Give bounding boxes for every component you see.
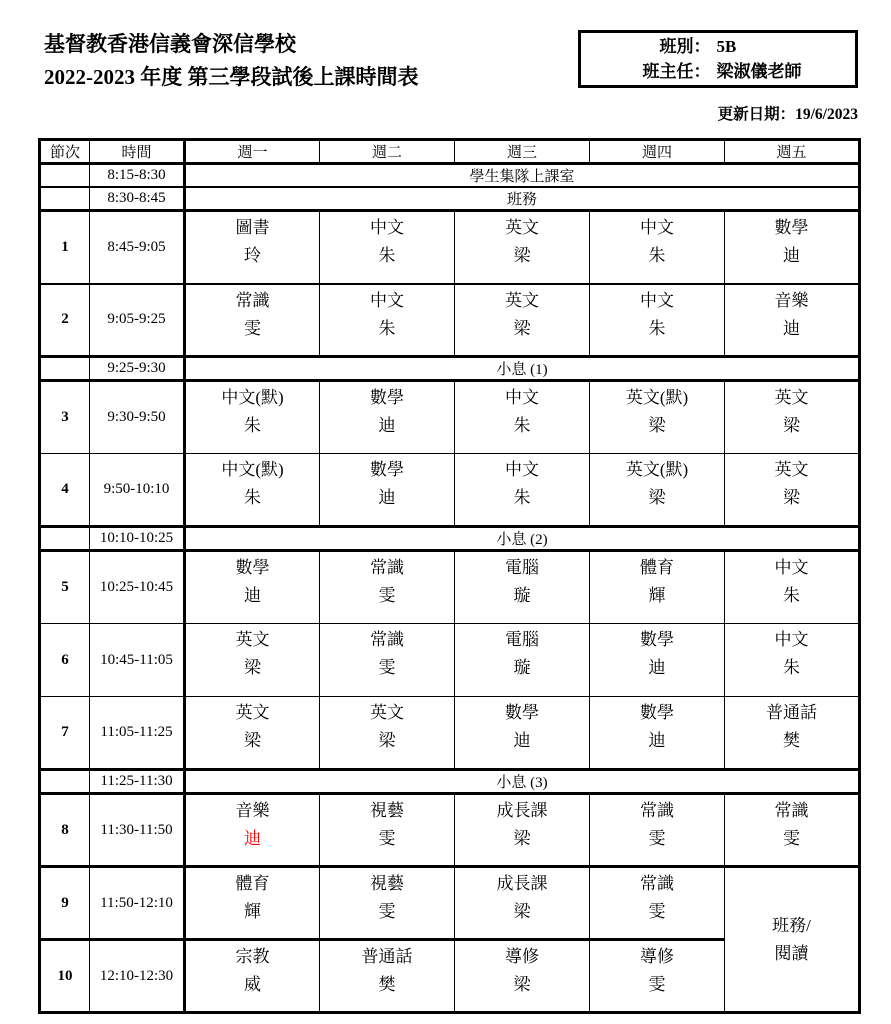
lesson-cell-day3 [455,867,590,940]
lesson-cell-day1 [185,624,320,697]
subject-label: 數學 [640,703,674,722]
teacher-label: 朱 [244,488,261,507]
period-number: 6 [40,624,90,697]
teacher-label: 迪 [648,731,666,750]
subject-label: 中文 [370,290,404,310]
timetable [38,138,861,1014]
teacher-label: 迪 [783,246,800,265]
subject-label: 體育 [640,558,674,577]
lesson-cell-day1 [185,284,320,357]
subject-label: 成長課 [496,801,548,820]
activity-label: 學生集隊上課室 [185,164,860,188]
class-label: 班別： [659,37,711,56]
lesson-cell-day1 [185,697,320,770]
lesson-cell-day4 [590,211,725,284]
period-number: 3 [40,381,90,454]
teacher-label: 迪 [513,731,531,750]
time-range: 8:30-8:45 [90,187,185,211]
class-teacher-label: 班主任： [642,62,711,81]
teacher-label: 樊 [783,731,800,750]
subject-label: 圖書 [235,218,270,237]
lesson-cell-day4 [590,794,725,867]
lesson-cell-day1 [185,211,320,284]
period-number: 7 [40,697,90,770]
period-number [40,187,90,211]
lesson-cell-day4 [590,867,725,940]
period-row-4 [40,454,860,527]
period-number: 4 [40,454,90,527]
teacher-label: 雯 [378,829,396,848]
time-range: 11:05-11:25 [90,697,185,770]
subject-label: 常識 [640,801,674,820]
subject-label: 中文 [505,460,539,479]
column-header-5: 週四 [590,140,725,164]
teacher-label: 梁 [513,829,531,848]
time-range: 9:30-9:50 [90,381,185,454]
lesson-cell-day2 [320,940,455,1013]
merged-activity-line: 班務/ [772,915,811,935]
teacher-label: 迪 [378,416,396,435]
subject-label: 英文 [505,290,539,310]
subject-label: 數學 [370,388,404,407]
period-row-2 [40,284,860,357]
teacher-label: 朱 [783,658,800,677]
timetable-body [40,164,860,1013]
time-range: 11:50-12:10 [90,867,185,940]
time-range: 8:45-9:05 [90,211,185,284]
lesson-cell-day5 [725,551,860,624]
teacher-label: 梁 [378,731,396,750]
class-line [581,34,855,59]
subject-label: 英文 [370,703,404,722]
subject-label: 常識 [235,290,270,310]
span-row [40,164,860,188]
lesson-cell-day3 [455,624,590,697]
subject-label: 體育 [235,874,270,893]
subject-label: 常識 [774,801,809,820]
lesson-cell-day5 [725,381,860,454]
time-range: 10:10-10:25 [90,527,185,551]
break-row [40,357,860,381]
subject-label: 英文 [774,460,809,479]
lesson-cell-day2 [320,381,455,454]
teacher-label: 雯 [244,318,261,338]
lesson-cell-day2 [320,211,455,284]
column-header-3: 週二 [320,140,455,164]
subject-label: 中文 [505,388,539,407]
teacher-label: 樊 [378,975,396,994]
teacher-label: 玲 [244,246,261,265]
teacher-label: 梁 [783,416,800,435]
teacher-label: 迪 [244,586,261,605]
lesson-cell-day2 [320,867,455,940]
period-row-1 [40,211,860,284]
column-header-6: 週五 [725,140,860,164]
lesson-cell-day4 [590,551,725,624]
teacher-label: 朱 [648,318,666,338]
subject-label: 視藝 [370,874,404,893]
subject-label: 常識 [640,874,674,893]
period-row-3 [40,381,860,454]
subject-label: 宗教 [235,947,270,966]
lesson-cell-day4 [590,624,725,697]
teacher-label: 朱 [783,586,800,605]
lesson-cell-day1 [185,381,320,454]
lesson-cell-day1 [185,867,320,940]
time-range: 9:05-9:25 [90,284,185,357]
teacher-label: 梁 [513,318,531,338]
lesson-cell-day4 [590,697,725,770]
lesson-cell-day4 [590,940,725,1013]
school-name: 基督教香港信義會深信學校 [44,32,296,56]
subject-label: 英文 [774,388,809,407]
teacher-label: 璇 [513,586,531,605]
teacher-label: 朱 [244,416,261,435]
subject-label: 導修 [505,947,539,966]
merged-activity-cell [725,867,860,1013]
updated-date [38,102,858,124]
teacher-label: 朱 [378,318,396,338]
updated-date-value: 19/6/2023 [795,106,858,123]
period-number: 2 [40,284,90,357]
subject-label: 數學 [505,703,539,722]
teacher-label: 雯 [783,829,800,848]
lesson-cell-day2 [320,284,455,357]
page-title: 2022-2023 年度 第三學段試後上課時間表 [44,65,419,89]
time-range: 11:25-11:30 [90,770,185,794]
subject-label: 英文(默) [625,460,689,479]
break-label: 小息 (2) [185,527,860,551]
time-range: 10:25-10:45 [90,551,185,624]
class-info-box [578,30,858,88]
teacher-label: 輝 [244,902,261,921]
teacher-label: 梁 [783,488,800,507]
teacher-label: 雯 [378,902,396,921]
lesson-cell-day3 [455,211,590,284]
lesson-cell-day3 [455,940,590,1013]
class-value: 5B [716,37,737,56]
subject-label: 普通話 [361,947,413,966]
time-range: 9:25-9:30 [90,357,185,381]
lesson-cell-day5 [725,454,860,527]
teacher-label: 朱 [378,246,396,265]
teacher-label: 雯 [378,586,396,605]
subject-label: 中文 [640,218,674,237]
class-teacher-line [581,59,855,84]
break-row [40,527,860,551]
subject-label: 視藝 [370,801,404,820]
lesson-cell-day5 [725,697,860,770]
teacher-label: 梁 [513,902,531,921]
lesson-cell-day1 [185,794,320,867]
period-number: 1 [40,211,90,284]
lesson-cell-day5 [725,211,860,284]
lesson-cell-day5 [725,284,860,357]
lesson-cell-day3 [455,794,590,867]
lesson-cell-day1 [185,940,320,1013]
updated-date-label: 更新日期： [717,106,796,123]
teacher-label: 雯 [378,658,396,677]
subject-label: 常識 [370,630,404,649]
teacher-label: 迪 [783,318,800,338]
break-row [40,770,860,794]
period-number: 10 [40,940,90,1013]
teacher-label: 迪 [378,488,396,507]
subject-label: 數學 [370,460,404,479]
teacher-label: 雯 [648,829,666,848]
column-header-2: 週一 [185,140,320,164]
column-header-4: 週三 [455,140,590,164]
period-row-5 [40,551,860,624]
subject-label: 常識 [370,558,404,577]
teacher-label: 雯 [648,975,666,994]
lesson-cell-day3 [455,697,590,770]
subject-label: 中文 [370,218,404,237]
teacher-label: 朱 [513,488,531,507]
subject-label: 中文 [640,290,674,310]
lesson-cell-day4 [590,381,725,454]
period-number: 9 [40,867,90,940]
teacher-label: 梁 [648,416,666,435]
period-number [40,357,90,381]
subject-label: 電腦 [505,630,539,649]
period-number: 8 [40,794,90,867]
time-range: 11:30-11:50 [90,794,185,867]
teacher-label: 梁 [244,658,261,677]
subject-label: 數學 [640,630,674,649]
teacher-label: 威 [244,975,261,994]
period-row-9 [40,867,860,940]
timetable-header-row [40,140,860,164]
lesson-cell-day2 [320,697,455,770]
lesson-cell-day1 [185,551,320,624]
lesson-cell-day3 [455,454,590,527]
teacher-label: 雯 [648,902,666,921]
subject-label: 英文 [235,630,270,649]
subject-label: 中文 [774,630,809,649]
lesson-cell-day3 [455,284,590,357]
subject-label: 音樂 [774,290,809,310]
period-number [40,164,90,188]
lesson-cell-day1 [185,454,320,527]
teacher-label: 輝 [648,586,666,605]
subject-label: 電腦 [505,558,539,577]
lesson-cell-day4 [590,284,725,357]
subject-label: 中文 [774,558,809,577]
span-row [40,187,860,211]
lesson-cell-day2 [320,624,455,697]
teacher-label: 梁 [648,488,666,507]
column-header-1: 時間 [90,140,185,164]
lesson-cell-day4 [590,454,725,527]
time-range: 9:50-10:10 [90,454,185,527]
lesson-cell-day3 [455,551,590,624]
period-number: 5 [40,551,90,624]
teacher-label: 朱 [513,416,531,435]
teacher-label: 迪 [244,829,261,848]
period-row-8 [40,794,860,867]
teacher-label: 梁 [513,246,531,265]
title-block [44,28,419,94]
teacher-label: 梁 [513,975,531,994]
subject-label: 中文(默) [221,460,284,479]
column-header-0: 節次 [40,140,90,164]
time-range: 8:15-8:30 [90,164,185,188]
subject-label: 英文(默) [625,388,689,407]
period-number [40,527,90,551]
class-teacher-value: 梁淑儀老師 [716,62,802,81]
teacher-label: 迪 [648,658,666,677]
lesson-cell-day3 [455,381,590,454]
period-row-6 [40,624,860,697]
subject-label: 數學 [774,218,809,237]
activity-label: 班務 [185,187,860,211]
subject-label: 英文 [235,703,270,722]
lesson-cell-day2 [320,551,455,624]
teacher-label: 朱 [648,246,666,265]
lesson-cell-day5 [725,624,860,697]
subject-label: 數學 [235,558,270,577]
lesson-cell-day2 [320,794,455,867]
subject-label: 中文(默) [221,388,284,407]
time-range: 12:10-12:30 [90,940,185,1013]
period-number [40,770,90,794]
lesson-cell-day2 [320,454,455,527]
break-label: 小息 (1) [185,357,860,381]
subject-label: 英文 [505,218,539,237]
period-row-7 [40,697,860,770]
teacher-label: 梁 [244,731,261,750]
subject-label: 成長課 [496,874,548,893]
break-label: 小息 (3) [185,770,860,794]
merged-activity-line: 閱讀 [774,943,809,963]
subject-label: 導修 [640,947,674,966]
subject-label: 音樂 [235,801,270,820]
subject-label: 普通話 [766,703,817,722]
lesson-cell-day5 [725,794,860,867]
time-range: 10:45-11:05 [90,624,185,697]
teacher-label: 璇 [513,658,531,677]
